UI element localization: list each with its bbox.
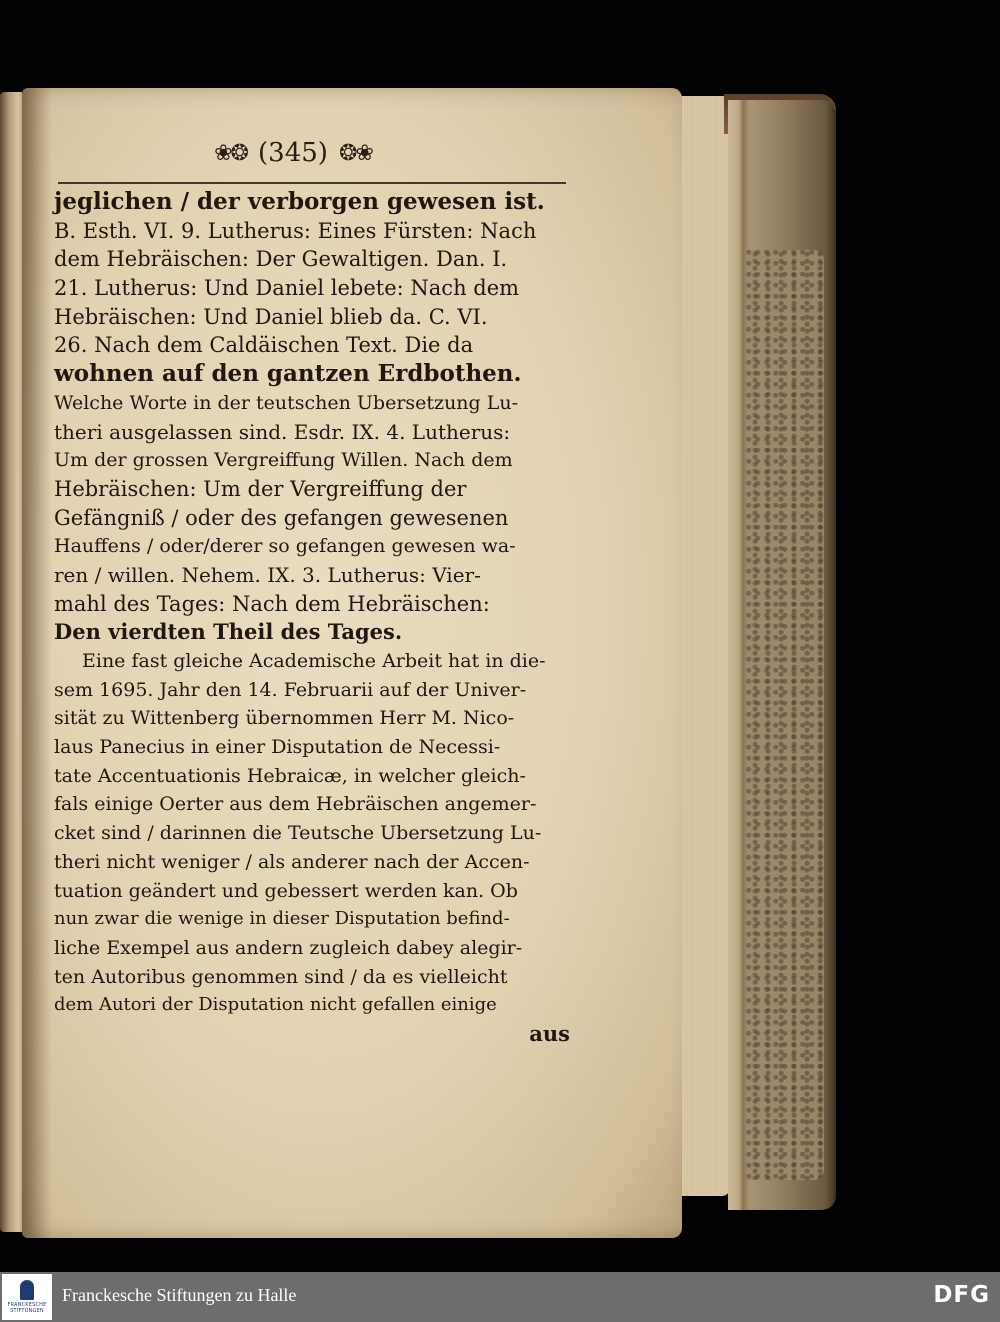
text-line: theri nicht weniger / als anderer nach der Accen- <box>54 850 530 873</box>
text-line: Den vierdten Theil des Tages. <box>54 619 403 645</box>
text-line: fals einige Oerter aus dem Hebräischen angemer- <box>54 793 537 816</box>
text-line: B. Esth. VI. 9. Lutherus: Eines Fürsten: Nach <box>54 218 537 243</box>
institution-name: Franckesche Stiftungen zu Halle <box>62 1285 297 1305</box>
text-line: Hauffens / oder/derer so gefangen gewesen wa- <box>54 535 516 558</box>
text-line: sität zu Wittenberg übernommen Herr M. Nico- <box>54 707 515 730</box>
text-line: Welche Worte in der teutschen Ubersetzung Lu- <box>54 391 519 414</box>
franckesche-stiftungen-logo[interactable] <box>2 1274 52 1320</box>
text-line: Eine fast gleiche Academische Arbeit hat in die- <box>82 650 546 672</box>
text-line: Um der grossen Vergreiffung Willen. Nach dem <box>54 449 513 472</box>
text-line: dem Hebräischen: Der Gewaltigen. Dan. I. <box>54 247 508 272</box>
building-icon <box>20 1280 34 1300</box>
header-rule <box>58 182 566 184</box>
text-line: theri ausgelassen sind. Esdr. IX. 4. Lutherus: <box>54 419 511 444</box>
text-line: Hebräischen: Um der Vergreiffung der <box>54 476 467 501</box>
text-line: liche Exempel aus andern zugleich dabey alegir- <box>54 936 523 959</box>
text-line: Hebräischen: Und Daniel blieb da. C. VI. <box>54 304 488 329</box>
text-line: ten Autoribus genommen sind / da es vielleicht <box>54 965 508 988</box>
text-line: jeglichen / der verborgen gewesen ist. <box>54 188 545 215</box>
book-cover-edge <box>728 100 836 1210</box>
ornament-left-icon: ❀❂ <box>214 140 247 166</box>
viewer-footer <box>0 1272 1000 1322</box>
catchword: aus <box>529 1020 570 1046</box>
text-line: mahl des Tages: Nach dem Hebräischen: <box>54 591 490 616</box>
logo-caption: FRANCKESCHE STIFTUNGEN <box>7 1302 47 1314</box>
page-number: (345) <box>258 138 328 168</box>
text-line: tuation geändert und gebessert werden kan. Ob <box>54 879 518 902</box>
text-line: dem Autori der Disputation nicht gefallen einige <box>54 994 497 1016</box>
text-line: cket sind / darinnen die Teutsche Ubersetzung Lu- <box>54 822 542 845</box>
text-line: tate Accentuationis Hebraicæ, in welcher gleich- <box>54 764 526 787</box>
dfg-logo[interactable]: DFG <box>933 1282 990 1308</box>
text-line: 26. Nach dem Caldäischen Text. Die da <box>54 333 474 358</box>
text-line: nun zwar die wenige in dieser Disputation befind- <box>54 908 510 930</box>
text-line: Gefängniß / oder des gefangen gewesenen <box>54 505 509 530</box>
text-line: sem 1695. Jahr den 14. Februarii auf der Univer- <box>54 678 527 701</box>
text-line: wohnen auf den gantzen Erdbothen. <box>54 360 522 388</box>
text-line: 21. Lutherus: Und Daniel lebete: Nach dem <box>54 276 520 301</box>
running-header <box>198 138 388 172</box>
text-line: laus Panecius in einer Disputation de Necessi- <box>54 736 501 759</box>
text-line: ren / willen. Nehem. IX. 3. Lutherus: Vier- <box>54 562 481 587</box>
ornament-right-icon: ❂❀ <box>339 140 372 166</box>
body-text <box>54 188 574 1049</box>
